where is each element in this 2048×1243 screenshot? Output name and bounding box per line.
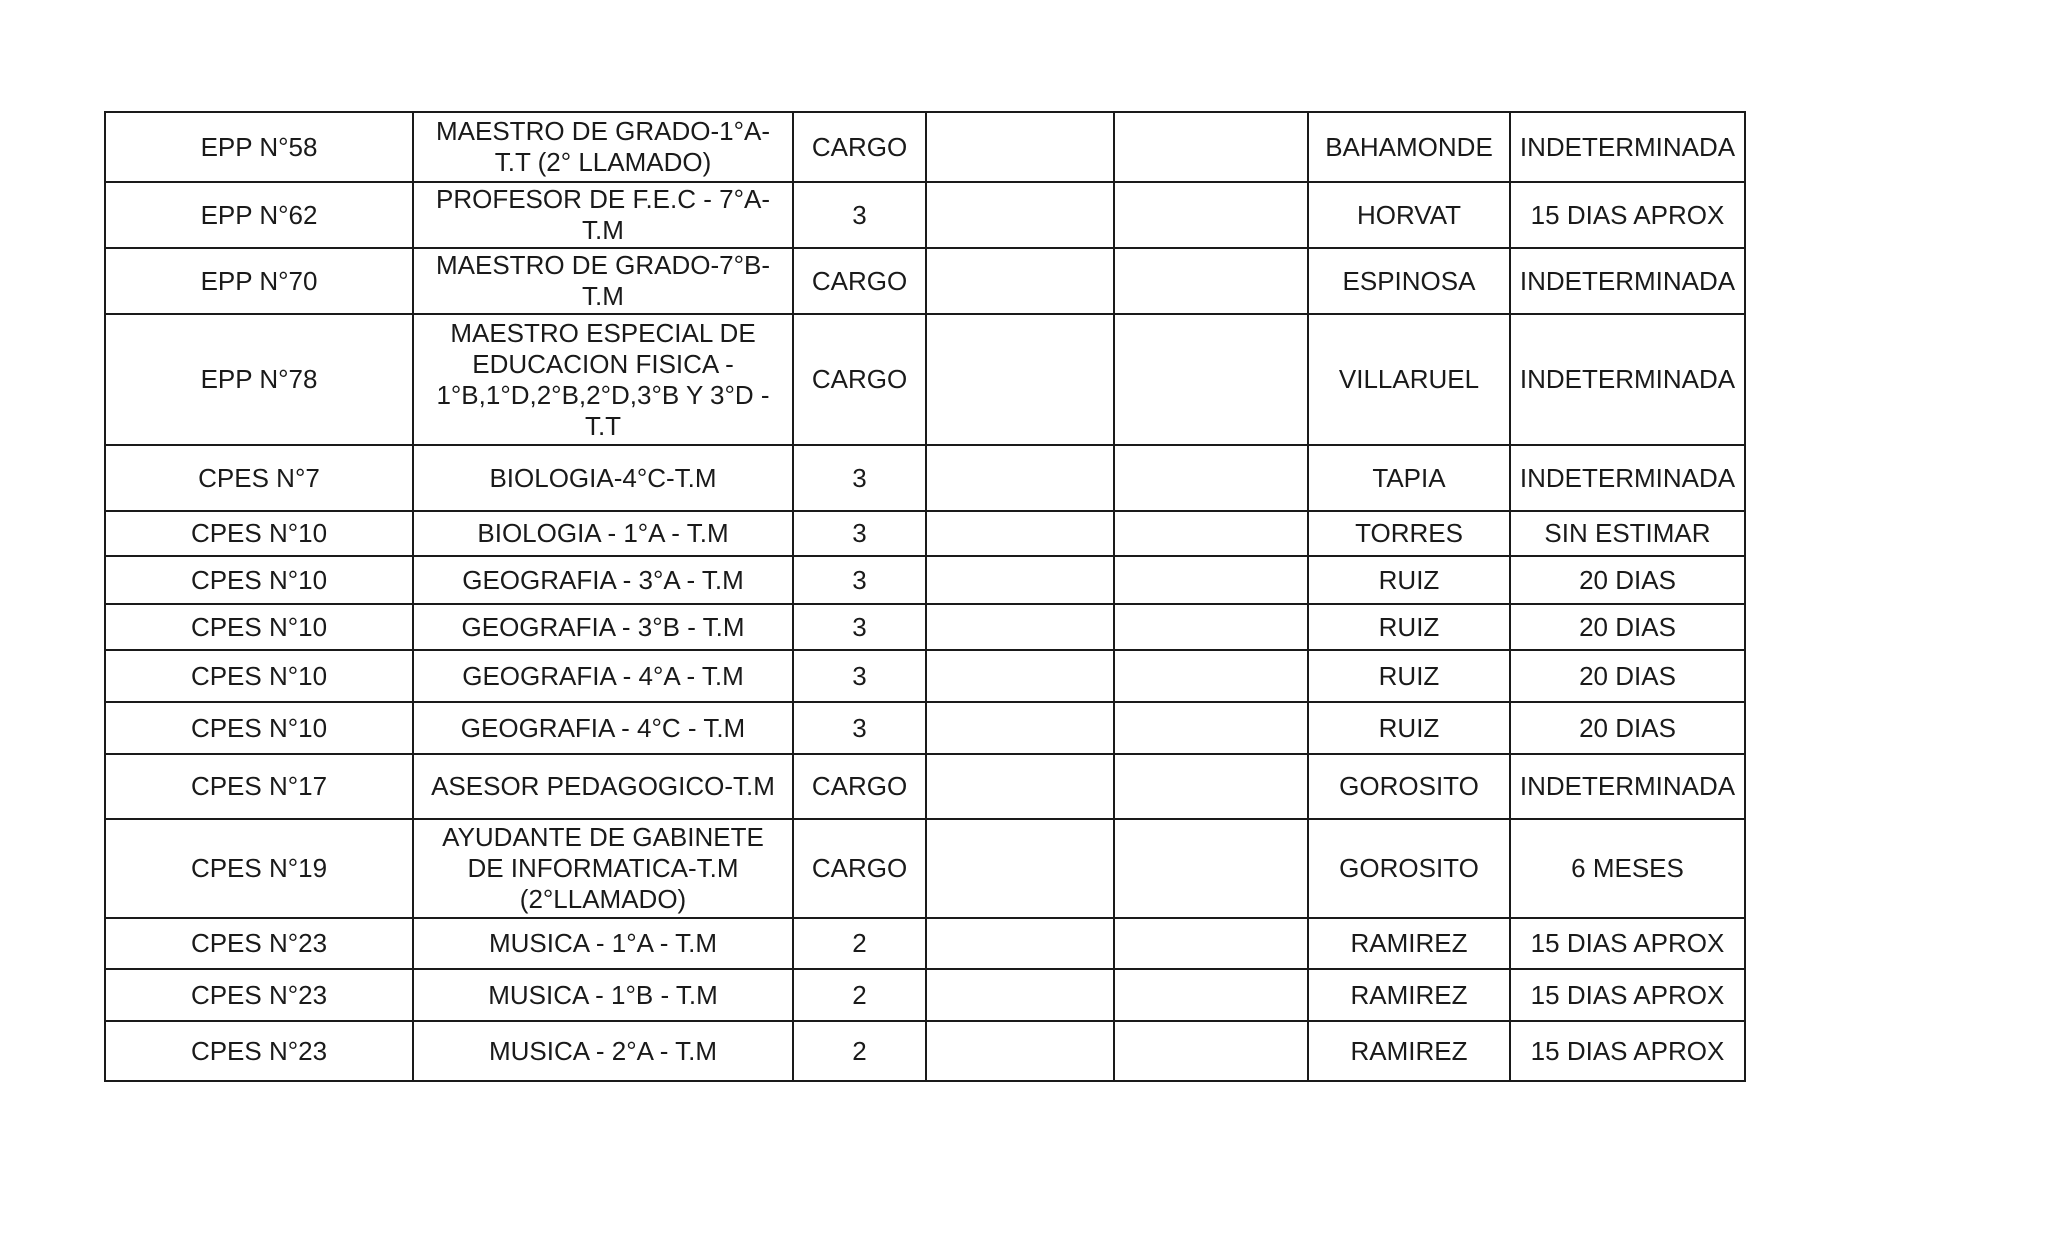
cell-position: AYUDANTE DE GABINETE DE INFORMATICA-T.M (2°LLAMADO) <box>413 819 793 918</box>
cell-empty-4 <box>926 650 1114 702</box>
cell-position: PROFESOR DE F.E.C - 7°A- T.M <box>413 182 793 248</box>
cell-name: TAPIA <box>1308 445 1510 511</box>
cell-duration: 20 DIAS <box>1510 556 1745 604</box>
cell-school: CPES N°19 <box>105 819 413 918</box>
cell-empty-4 <box>926 754 1114 819</box>
cell-empty-5 <box>1114 182 1308 248</box>
cell-school: EPP N°78 <box>105 314 413 445</box>
table-row <box>105 1021 1745 1081</box>
cell-empty-4 <box>926 112 1114 182</box>
cell-hours: 2 <box>793 969 926 1021</box>
cell-name: VILLARUEL <box>1308 314 1510 445</box>
cell-name: TORRES <box>1308 511 1510 556</box>
cell-name: GOROSITO <box>1308 819 1510 918</box>
cell-position: MUSICA - 1°A - T.M <box>413 918 793 969</box>
cell-school: CPES N°10 <box>105 604 413 650</box>
cell-duration: INDETERMINADA <box>1510 314 1745 445</box>
table-row <box>105 112 1745 182</box>
cell-empty-5 <box>1114 445 1308 511</box>
cell-hours: 3 <box>793 650 926 702</box>
table-row <box>105 445 1745 511</box>
cell-school: CPES N°10 <box>105 556 413 604</box>
cell-empty-5 <box>1114 1021 1308 1081</box>
cell-hours: 3 <box>793 604 926 650</box>
cell-position: MUSICA - 2°A - T.M <box>413 1021 793 1081</box>
cell-name: BAHAMONDE <box>1308 112 1510 182</box>
cell-hours: 3 <box>793 702 926 754</box>
cell-school: CPES N°23 <box>105 1021 413 1081</box>
cell-duration: 15 DIAS APROX <box>1510 918 1745 969</box>
cell-empty-5 <box>1114 511 1308 556</box>
cell-empty-5 <box>1114 556 1308 604</box>
cell-school: CPES N°23 <box>105 918 413 969</box>
cell-hours: 3 <box>793 511 926 556</box>
table-row <box>105 969 1745 1021</box>
cell-empty-4 <box>926 314 1114 445</box>
cell-duration: 15 DIAS APROX <box>1510 1021 1745 1081</box>
cell-empty-4 <box>926 969 1114 1021</box>
cell-empty-4 <box>926 702 1114 754</box>
cell-name: GOROSITO <box>1308 754 1510 819</box>
cell-empty-4 <box>926 511 1114 556</box>
cell-name: HORVAT <box>1308 182 1510 248</box>
cell-empty-5 <box>1114 702 1308 754</box>
cell-name: RAMIREZ <box>1308 918 1510 969</box>
cell-position: ASESOR PEDAGOGICO-T.M <box>413 754 793 819</box>
cell-school: CPES N°7 <box>105 445 413 511</box>
cell-school: CPES N°10 <box>105 702 413 754</box>
cell-empty-5 <box>1114 918 1308 969</box>
cell-duration: 20 DIAS <box>1510 650 1745 702</box>
cell-position: BIOLOGIA-4°C-T.M <box>413 445 793 511</box>
cell-empty-5 <box>1114 604 1308 650</box>
table-row <box>105 754 1745 819</box>
cell-school: EPP N°62 <box>105 182 413 248</box>
cell-empty-5 <box>1114 819 1308 918</box>
cell-school: EPP N°70 <box>105 248 413 314</box>
cell-empty-4 <box>926 556 1114 604</box>
cell-school: CPES N°10 <box>105 650 413 702</box>
cell-name: RUIZ <box>1308 702 1510 754</box>
table-row <box>105 650 1745 702</box>
cell-position: MAESTRO DE GRADO-7°B- T.M <box>413 248 793 314</box>
cell-position: MAESTRO ESPECIAL DE EDUCACION FISICA - 1°B,1°D,2°B,2°D,3°B Y 3°D - T.T <box>413 314 793 445</box>
cell-empty-5 <box>1114 248 1308 314</box>
cell-hours: CARGO <box>793 754 926 819</box>
cell-name: ESPINOSA <box>1308 248 1510 314</box>
cell-hours: CARGO <box>793 112 926 182</box>
table-row <box>105 819 1745 918</box>
cell-duration: INDETERMINADA <box>1510 754 1745 819</box>
cell-position: GEOGRAFIA - 4°C - T.M <box>413 702 793 754</box>
table-row <box>105 314 1745 445</box>
cell-empty-4 <box>926 819 1114 918</box>
table-row <box>105 702 1745 754</box>
table-row <box>105 511 1745 556</box>
cell-duration: 20 DIAS <box>1510 604 1745 650</box>
cell-position: MAESTRO DE GRADO-1°A- T.T (2° LLAMADO) <box>413 112 793 182</box>
cell-empty-4 <box>926 445 1114 511</box>
cell-name: RUIZ <box>1308 604 1510 650</box>
cell-name: RUIZ <box>1308 650 1510 702</box>
cell-hours: 3 <box>793 182 926 248</box>
cell-duration: 15 DIAS APROX <box>1510 969 1745 1021</box>
table-row <box>105 182 1745 248</box>
cell-position: GEOGRAFIA - 3°B - T.M <box>413 604 793 650</box>
cell-name: RAMIREZ <box>1308 1021 1510 1081</box>
cell-empty-5 <box>1114 650 1308 702</box>
cell-duration: 15 DIAS APROX <box>1510 182 1745 248</box>
table-body <box>105 112 1745 1081</box>
cell-duration: INDETERMINADA <box>1510 445 1745 511</box>
cell-hours: 3 <box>793 445 926 511</box>
cell-hours: 3 <box>793 556 926 604</box>
cell-hours: 2 <box>793 1021 926 1081</box>
cell-name: RUIZ <box>1308 556 1510 604</box>
cell-school: CPES N°23 <box>105 969 413 1021</box>
cell-empty-5 <box>1114 969 1308 1021</box>
cell-hours: 2 <box>793 918 926 969</box>
cell-hours: CARGO <box>793 819 926 918</box>
cell-empty-4 <box>926 918 1114 969</box>
cell-school: CPES N°17 <box>105 754 413 819</box>
cell-hours: CARGO <box>793 248 926 314</box>
table-row <box>105 556 1745 604</box>
vacancy-table <box>104 111 1746 1082</box>
table-row <box>105 604 1745 650</box>
cell-duration: INDETERMINADA <box>1510 112 1745 182</box>
cell-empty-5 <box>1114 314 1308 445</box>
cell-empty-4 <box>926 182 1114 248</box>
cell-empty-4 <box>926 248 1114 314</box>
cell-duration: 6 MESES <box>1510 819 1745 918</box>
cell-position: MUSICA - 1°B - T.M <box>413 969 793 1021</box>
cell-empty-5 <box>1114 754 1308 819</box>
cell-empty-4 <box>926 604 1114 650</box>
cell-hours: CARGO <box>793 314 926 445</box>
cell-name: RAMIREZ <box>1308 969 1510 1021</box>
cell-position: GEOGRAFIA - 3°A - T.M <box>413 556 793 604</box>
cell-school: CPES N°10 <box>105 511 413 556</box>
cell-position: GEOGRAFIA - 4°A - T.M <box>413 650 793 702</box>
cell-position: BIOLOGIA - 1°A - T.M <box>413 511 793 556</box>
cell-duration: SIN ESTIMAR <box>1510 511 1745 556</box>
cell-empty-4 <box>926 1021 1114 1081</box>
cell-duration: 20 DIAS <box>1510 702 1745 754</box>
cell-duration: INDETERMINADA <box>1510 248 1745 314</box>
table-row <box>105 248 1745 314</box>
table-row <box>105 918 1745 969</box>
cell-empty-5 <box>1114 112 1308 182</box>
cell-school: EPP N°58 <box>105 112 413 182</box>
